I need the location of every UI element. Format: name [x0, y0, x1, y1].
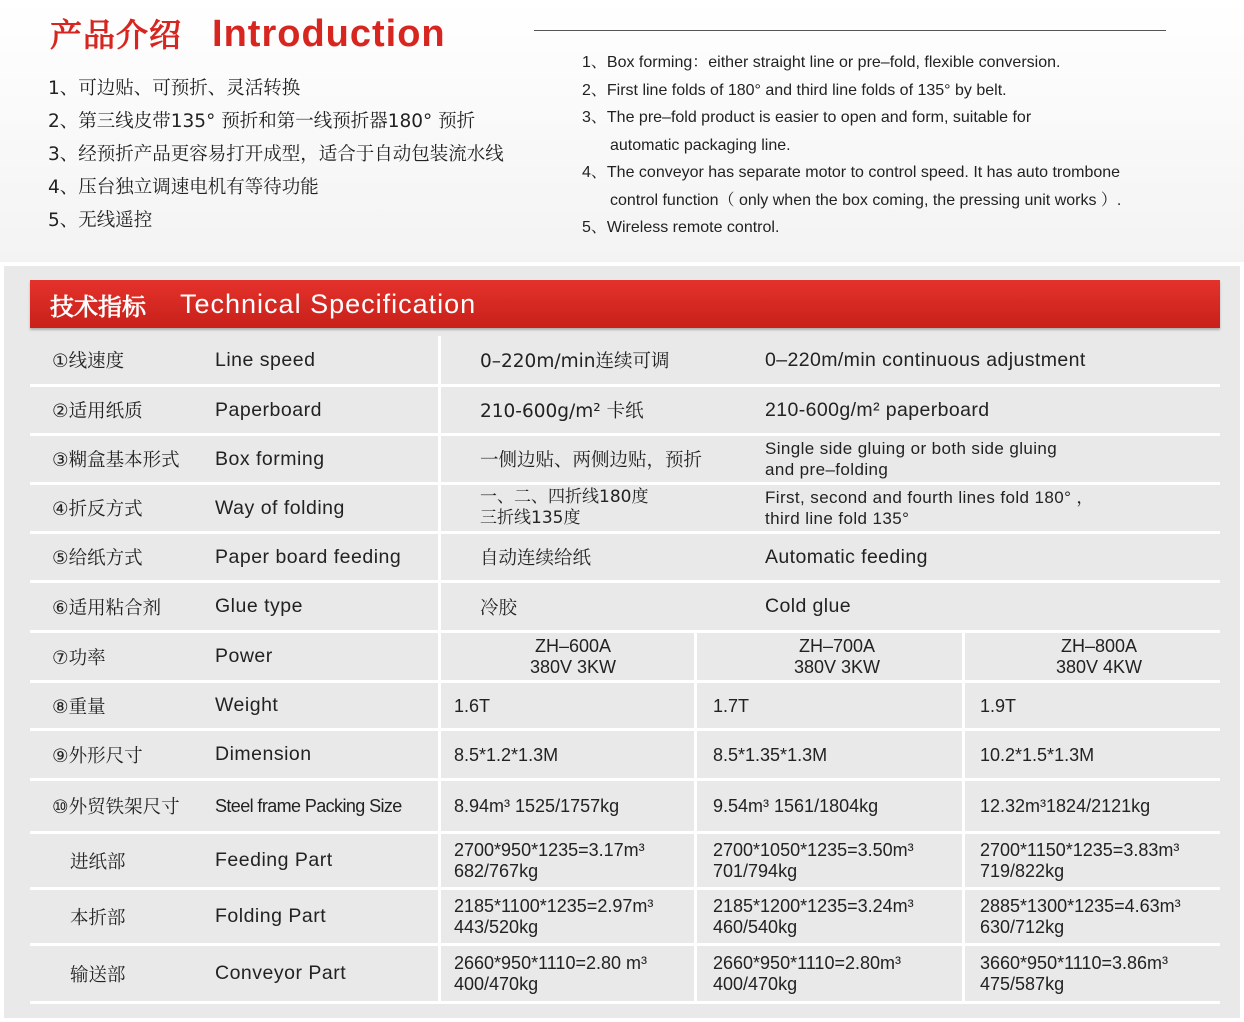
- title-divider: [534, 30, 1166, 31]
- model-value: 8.5*1.2*1.3M: [454, 744, 559, 765]
- row-label-zh: ⑤给纸方式: [52, 548, 143, 569]
- model-size: 2185*1100*1235=2.97m³: [454, 895, 654, 916]
- model-weight: 475/587kg: [980, 973, 1065, 994]
- column-divider: [438, 683, 441, 728]
- column-divider: [438, 485, 441, 531]
- row-value-zh: [480, 485, 750, 531]
- column-divider: [438, 583, 441, 630]
- row-label-zh: ⑦功率: [52, 647, 106, 669]
- model-cell: [454, 890, 689, 943]
- model-weight: 460/540kg: [713, 916, 798, 937]
- model-value: 12.32m³1824/2121kg: [980, 796, 1151, 816]
- table-row: [30, 436, 1220, 485]
- column-divider: [962, 731, 965, 778]
- model-cell: [454, 834, 689, 887]
- model-weight: 630/712kg: [980, 916, 1065, 937]
- feature-en-item: 2、First line folds of 180° and third line folds of 135° by belt.: [582, 81, 1007, 99]
- row-label-en: Power: [215, 645, 273, 667]
- model-value: 1.9T: [980, 695, 1017, 716]
- table-row: [30, 583, 1220, 633]
- feature-en-item: 3、The pre–fold product is easier to open and form, suitable for: [582, 109, 1032, 126]
- features-list-en: [582, 49, 1121, 242]
- feature-zh-item: 4、压台独立调速电机有等待功能: [48, 177, 319, 198]
- column-divider: [962, 834, 965, 887]
- column-divider: [694, 834, 697, 887]
- model-size: 2185*1200*1235=3.24m³: [713, 895, 914, 916]
- row-label-en: Folding Part: [215, 905, 327, 927]
- row-label-en: Dimension: [215, 743, 312, 765]
- row-label-zh: 输送部: [70, 964, 126, 986]
- spec-header-bar: [30, 280, 1220, 328]
- model-value: 8.94m³ 1525/1757kg: [454, 796, 620, 816]
- model-weight: 719/822kg: [980, 860, 1065, 881]
- model-value: 1.7T: [713, 695, 750, 716]
- row-label-en: Paper board feeding: [215, 545, 402, 568]
- model-size: 2700*1150*1235=3.83m³: [980, 839, 1180, 860]
- model-cell: [980, 946, 1218, 1001]
- column-divider: [438, 781, 441, 831]
- model-cell: [980, 834, 1218, 887]
- model-weight: 443/520kg: [454, 916, 539, 937]
- model-value: 10.2*1.5*1.3M: [980, 744, 1095, 765]
- row-value-zh-line: 三折线135度: [480, 508, 581, 528]
- model-name: ZH–600A: [534, 635, 612, 656]
- model-size: 2885*1300*1235=4.63m³: [980, 895, 1181, 916]
- table-row: [30, 683, 1220, 731]
- row-label-zh: ⑥适用粘合剂: [52, 597, 162, 619]
- intro-section: [0, 0, 1244, 262]
- column-divider: [438, 534, 441, 580]
- row-label-zh: ⑩外贸铁架尺寸: [52, 797, 180, 818]
- row-label-en: Way of folding: [215, 496, 345, 519]
- model-weight: 701/794kg: [713, 860, 798, 881]
- column-divider: [962, 633, 965, 680]
- row-value-en: [765, 485, 1215, 531]
- feature-zh-item: 1、可边贴、可预折、灵活转换: [48, 78, 301, 99]
- model-weight: 400/470kg: [454, 973, 539, 994]
- feature-en-item: 1、Box forming：either straight line or pre–fold, flexible conversion.: [582, 54, 1061, 71]
- row-label-en: Glue type: [215, 595, 303, 617]
- model-power: 380V 3KW: [529, 656, 617, 677]
- model-name: ZH–700A: [798, 635, 876, 656]
- intro-title: [50, 10, 446, 56]
- feature-en-item: 5、Wireless remote control.: [582, 219, 780, 236]
- row-value-en: Automatic feeding: [765, 545, 928, 568]
- model-cell: [713, 834, 958, 887]
- row-value-en-line: third line fold 135°: [765, 509, 910, 528]
- table-row: [30, 534, 1220, 583]
- row-value-zh: 自动连续给纸: [480, 548, 592, 569]
- features-list-zh: [48, 72, 504, 237]
- intro-title-zh: 产品介绍: [50, 16, 183, 54]
- table-row: [30, 387, 1220, 436]
- column-divider: [438, 946, 441, 1001]
- model-size: 2660*950*1110=2.80 m³: [454, 952, 647, 973]
- row-label-en: Conveyor Part: [215, 962, 347, 984]
- row-label-zh: ⑨外形尺寸: [52, 745, 143, 767]
- row-label-en: Feeding Part: [215, 849, 333, 871]
- row-label-en: Weight: [215, 694, 279, 716]
- row-label-en: Steel frame Packing Size: [215, 795, 402, 816]
- intro-title-en: Introduction: [212, 13, 446, 55]
- column-divider: [438, 834, 441, 887]
- row-value-en: 0–220m/min continuous adjustment: [765, 348, 1086, 371]
- column-divider: [694, 946, 697, 1001]
- model-cell: [980, 890, 1218, 943]
- row-value-zh-line: 一、二、四折线180度: [480, 487, 649, 507]
- spec-title-zh: 技术指标: [50, 292, 146, 321]
- column-divider: [694, 890, 697, 943]
- model-weight: 682/767kg: [454, 860, 539, 881]
- row-label-zh: 本折部: [70, 907, 126, 929]
- row-label-en: Line speed: [215, 348, 316, 371]
- column-divider: [438, 633, 441, 680]
- feature-en-item: control function（ only when the box coming, the pressing unit works ）.: [610, 191, 1122, 209]
- row-value-zh: 0–220m/min连续可调: [480, 351, 670, 372]
- table-row: [30, 834, 1220, 890]
- model-value: 8.5*1.35*1.3M: [713, 744, 828, 765]
- table-row: [30, 633, 1220, 683]
- model-value: 1.6T: [454, 695, 491, 716]
- table-row: [30, 946, 1220, 1004]
- column-divider: [438, 731, 441, 778]
- column-divider: [438, 336, 441, 384]
- column-divider: [438, 890, 441, 943]
- row-value-en-line: Single side gluing or both side gluing: [765, 439, 1058, 458]
- column-divider: [962, 683, 965, 728]
- row-value-en: 210-600g/m² paperboard: [765, 398, 990, 421]
- column-divider: [962, 781, 965, 831]
- row-value-zh: 冷胶: [480, 597, 518, 619]
- row-label-zh: ④折反方式: [52, 499, 143, 520]
- table-row: [30, 781, 1220, 834]
- column-divider: [962, 946, 965, 1001]
- model-power: 380V 3KW: [793, 656, 881, 677]
- feature-zh-item: 5、无线遥控: [48, 210, 153, 231]
- column-divider: [694, 633, 697, 680]
- row-label-en: Paperboard: [215, 398, 322, 421]
- row-label-zh: ②适用纸质: [52, 401, 143, 422]
- feature-zh-item: 2、第三线皮带135° 预折和第一线预折器180° 预折: [48, 111, 476, 132]
- model-cell: [454, 946, 689, 1001]
- model-value: 9.54m³ 1561/1804kg: [713, 796, 879, 816]
- table-row: [30, 890, 1220, 946]
- table-row: [30, 336, 1220, 387]
- model-name: ZH–800A: [1060, 635, 1138, 656]
- model-cell: [713, 946, 958, 1001]
- feature-en-item: automatic packaging line.: [610, 136, 791, 154]
- row-value-en-line: First, second and fourth lines fold 180° ，: [765, 488, 1094, 507]
- spec-title-en: Technical Specification: [180, 288, 477, 319]
- model-weight: 400/470kg: [713, 973, 798, 994]
- row-label-en: Box forming: [215, 447, 325, 470]
- feature-en-item: 4、The conveyor has separate motor to control speed. It has auto trombone: [582, 164, 1121, 181]
- column-divider: [438, 387, 441, 433]
- row-label-zh: 进纸部: [70, 851, 126, 873]
- row-label-zh: ①线速度: [52, 351, 125, 372]
- row-label-zh: ③糊盒基本形式: [52, 450, 180, 471]
- model-cell: [979, 633, 1219, 680]
- model-size: 2660*950*1110=2.80m³: [713, 952, 901, 973]
- model-cell: [713, 890, 958, 943]
- model-power: 380V 4KW: [1055, 656, 1143, 677]
- row-value-zh: 一侧边贴、两侧边贴，预折: [480, 450, 703, 471]
- model-size: 2700*950*1235=3.17m³: [454, 839, 645, 860]
- column-divider: [694, 731, 697, 778]
- row-label-zh: ⑧重量: [52, 696, 106, 718]
- column-divider: [438, 436, 441, 482]
- column-divider: [962, 890, 965, 943]
- model-cell: [712, 633, 962, 680]
- model-cell: [453, 633, 693, 680]
- row-value-en: Cold glue: [765, 595, 851, 617]
- row-value-zh: 210-600g/m² 卡纸: [480, 401, 644, 422]
- table-row: [30, 485, 1220, 534]
- row-value-en-line: and pre–folding: [765, 460, 889, 479]
- column-divider: [694, 683, 697, 728]
- model-size: 2700*1050*1235=3.50m³: [713, 839, 914, 860]
- column-divider: [694, 781, 697, 831]
- row-value-en: [765, 436, 1215, 482]
- model-size: 3660*950*1110=3.86m³: [980, 952, 1168, 973]
- table-row: [30, 731, 1220, 781]
- feature-zh-item: 3、经预折产品更容易打开成型，适合于自动包装流水线: [48, 144, 504, 165]
